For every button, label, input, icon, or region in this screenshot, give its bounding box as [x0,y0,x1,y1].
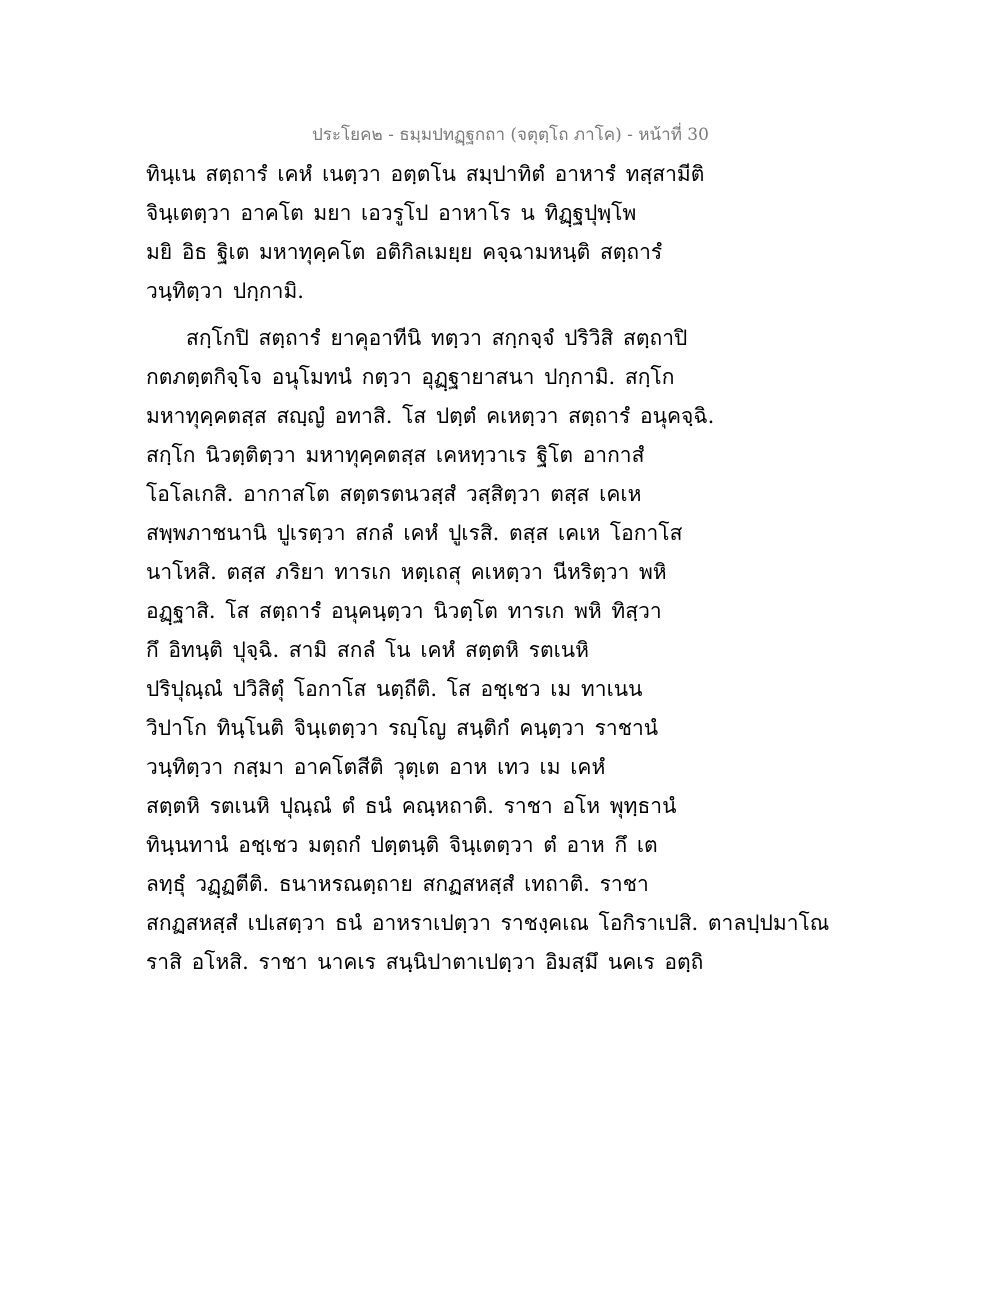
page-header: ประโยค๒ - ธมฺมปทฏฺฐกถา (จตุตฺโถ ภาโค) - หน้าที่ 30 [312,125,709,145]
text-line: ราสิ อโหสิ. ราชา นาคเร สนฺนิปาตาเปตฺวา อิมสฺมึ นคเร อตฺถิ [146,950,704,974]
text-line: ทินฺนทานํ อชฺเชว มตฺถกํ ปตฺตนฺติ จินฺเตตฺวา ตํ อาห กึ เต [146,833,658,857]
text-line: วนฺทิตฺวา ปกฺกามิ. [146,279,304,303]
paragraph [146,155,766,311]
text-line: วิปาโก ทินฺโนติ จินฺเตตฺวา รญฺโญ สนฺติกํ คนฺตฺวา ราชานํ [146,716,659,740]
text-line: สพฺพภาชนานิ ปูเรตฺวา สกลํ เคหํ ปูเรสิ. ตสฺส เคเห โอกาโส [146,521,683,545]
paragraph [146,319,830,982]
text-line: วนฺทิตฺวา กสฺมา อาคโตสีติ วุตฺเต อาห เทว เม เคหํ [146,755,606,779]
text-line: มยิ อิธ ฐิเต มหาทุคฺคโต อติกิลเมยฺย คจฺฉามหนฺติ สตฺถารํ [146,240,663,264]
text-line: ทินฺเน สตฺถารํ เคหํ เนตฺวา อตฺตโน สมฺปาทิตํ อาหารํ ทสฺสามีติ [146,162,705,186]
text-line: จินฺเตตฺวา อาคโต มยา เอวรูโป อาหาโร น ทิฏฺฐปุพฺโพ [146,201,637,225]
text-line: ลทฺธุํ วฏฺฏตีติ. ธนาหรณตฺถาย สกฏสหสฺสํ เทถาติ. ราชา [146,872,649,896]
text-line: สตฺตหิ รตเนหิ ปุณฺณํ ตํ ธนํ คณฺหถาติ. ราชา อโห พุทฺธานํ [146,794,677,818]
text-line: กตภตฺตกิจฺโจ อนุโมทนํ กตฺวา อุฏฺฐายาสนา ปกฺกามิ. สกฺโก [146,365,675,389]
text-line: สกฺโกปิ สตฺถารํ ยาคุอาทีนิ ทตฺวา สกฺกจฺจํ ปริวิสิ สตฺถาปิ [186,326,688,350]
text-line: อฏฺฐาสิ. โส สตฺถารํ อนุคนฺตฺวา นิวตฺโต ทารเก พหิ ทิสฺวา [146,599,662,623]
text-line: นาโหสิ. ตสฺส ภริยา ทารเก หตฺเถสุ คเหตฺวา นีหริตฺวา พหิ [146,560,667,584]
text-line: สกฏสหสฺสํ เปเสตฺวา ธนํ อาหราเปตฺวา ราชงฺคเณ โอกิราเปสิ. ตาลปฺปมาโณ [146,911,830,935]
text-line: สกฺโก นิวตฺติตฺวา มหาทุคฺคตสฺส เคหทฺวาเร ฐิโต อากาสํ [146,443,645,467]
text-line: ปริปุณฺณํ ปวิสิตุํ โอกาโส นตฺถีติ. โส อชฺเชว เม ทาเนน [146,677,643,701]
body-text [146,155,830,982]
text-line: โอโลเกสิ. อากาสโต สตฺตรตนวสฺสํ วสฺสิตฺวา ตสฺส เคเห [146,482,642,506]
text-line: กึ อิทนฺติ ปุจฺฉิ. สามิ สกลํ โน เคหํ สตฺตหิ รตเนหิ [146,638,589,662]
text-line: มหาทุคฺคตสฺส สญฺญํ อทาสิ. โส ปตฺตํ คเหตฺวา สตฺถารํ อนุคจฺฉิ. [146,404,715,428]
